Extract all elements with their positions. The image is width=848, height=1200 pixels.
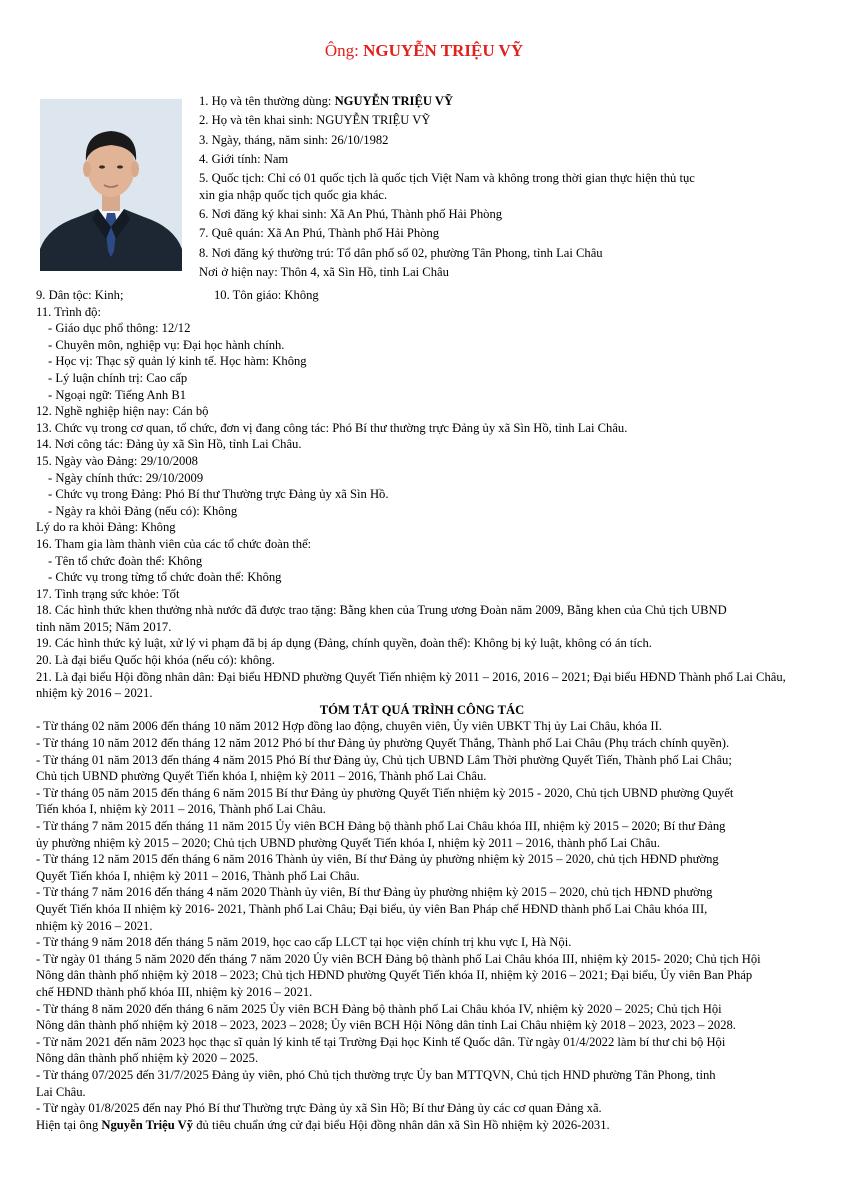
career-heading: TÓM TẮT QUÁ TRÌNH CÔNG TÁC bbox=[319, 702, 525, 717]
career-line: - Từ năm 2021 đến năm 2023 học thạc sĩ quản lý kinh tế tại Trường Đại học Kinh tế Quốc dân. Từ ngày 01/4/2022 làm bí thư chi bộ Hội bbox=[36, 1034, 726, 1049]
career-line: Quyết Tiến khóa I, nhiệm kỳ 2011 – 2016, Thành phố Lai Châu. bbox=[36, 868, 360, 883]
career-line: Nông dân thành phố nhiệm kỳ 2018 – 2023; Chủ tịch HĐND phường Quyết Tiến khóa II, nhiệm kỳ 2016 – 2021; Đại biểu, Ủy viên Ban Pháp bbox=[36, 968, 753, 983]
career-line: chế HĐND thành phố khóa III, nhiệm kỳ 2016 – 2021. bbox=[36, 984, 313, 999]
info-line-5b: xin gia nhập quốc tịch quốc gia khác. bbox=[199, 187, 388, 202]
detail-line-16b: - Chức vụ trong từng tổ chức đoàn thể: Không bbox=[48, 570, 282, 585]
info-line-8b: Nơi ở hiện nay: Thôn 4, xã Sìn Hồ, tỉnh Lai Châu bbox=[199, 264, 449, 279]
personal-info-block bbox=[199, 93, 759, 283]
nationality-line-a: 5. Quốc tịch: Chỉ có 01 quốc tịch là quốc tịch Việt Nam và không trong thời gian thực hiện thủ tục bbox=[199, 171, 695, 186]
career-line: Quyết Tiến khóa II nhiệm kỳ 2016- 2021, Thành phố Lai Châu; Đại biểu, ủy viên Ban Pháp chế HĐND thành phố Lai Châu khóa III, bbox=[36, 901, 708, 916]
career-line: Chủ tịch UBND phường Quyết Tiến khóa I, nhiệm kỳ 2011 – 2016, Thành phố Lai Châu. bbox=[36, 769, 487, 784]
detail-line-18a: 18. Các hình thức khen thưởng nhà nước đã được trao tặng: Bằng khen của Trung ương Đoàn năm 2009, Bằng khen của Chủ tịch UBND bbox=[36, 603, 727, 618]
detail-line-11e: - Ngoại ngữ: Tiếng Anh B1 bbox=[48, 387, 187, 402]
info-line-4: 4. Giới tính: Nam bbox=[199, 151, 289, 166]
common-name-label: 1. Họ và tên thường dùng: bbox=[199, 94, 335, 108]
religion: 10. Tôn giáo: Không bbox=[214, 288, 319, 302]
detail-line-15a: - Ngày chính thức: 29/10/2009 bbox=[48, 470, 204, 485]
title-prefix: Ông: bbox=[324, 41, 364, 60]
detail-line-15c: - Ngày ra khỏi Đảng (nếu có): Không bbox=[48, 503, 238, 518]
career-line: nhiệm kỳ 2016 – 2021. bbox=[36, 918, 153, 933]
info-line-5 bbox=[199, 170, 759, 187]
conclusion-name: Nguyễn Triệu Vỹ bbox=[101, 1117, 194, 1132]
page-title bbox=[0, 40, 848, 62]
career-line: - Từ tháng 07/2025 đến 31/7/2025 Đảng ủy viên, phó Chủ tịch thường trực Ủy ban MTTQVN, Chủ tịch HND phường Tân Phong, tỉnh bbox=[36, 1067, 716, 1082]
detail-line-20: 20. Là đại biểu Quốc hội khóa (nếu có): không. bbox=[36, 653, 275, 668]
career-line: - Từ tháng 7 năm 2016 đến tháng 4 năm 2020 Thành ủy viên, Bí thư Đảng ủy phường nhiệm kỳ 2015 – 2020, chủ tịch HĐND phường bbox=[36, 885, 713, 900]
career-line: Nông dân thành phố nhiệm kỳ 2018 – 2023, 2023 – 2028; Ủy viên BCH Hội Nông dân tỉnh Lai Châu nhiệm kỳ 2018 – 2023, 2023 – 2028. bbox=[36, 1018, 736, 1033]
career-line: - Từ ngày 01/8/2025 đến nay Phó Bí thư Thường trực Đảng ủy xã Sìn Hồ; Bí thư Đảng ủy các cơ quan Đảng xã. bbox=[36, 1101, 602, 1116]
detail-line-14: 14. Nơi công tác: Đảng ủy xã Sìn Hồ, tỉnh Lai Châu. bbox=[36, 437, 302, 452]
detail-line-17: 17. Tình trạng sức khỏe: Tốt bbox=[36, 586, 180, 601]
detail-line-19: 19. Các hình thức kỷ luật, xử lý vi phạm đã bị áp dụng (Đảng, chính quyền, đoàn thể): Không bị kỷ luật, không có án tích. bbox=[36, 636, 652, 651]
info-line-8: 8. Nơi đăng ký thường trú: Tổ dân phố số 02, phường Tân Phong, tỉnh Lai Châu bbox=[199, 245, 603, 260]
detail-line-15d: Lý do ra khỏi Đảng: Không bbox=[36, 520, 176, 535]
career-line: - Từ tháng 7 năm 2015 đến tháng 11 năm 2015 Ủy viên BCH Đảng bộ thành phố Lai Châu khóa III, nhiệm kỳ 2015 – 2020; Bí thư Đảng bbox=[36, 819, 726, 833]
career-line: - Từ tháng 05 năm 2015 đến tháng 6 năm 2015 Bí thư Đảng ủy phường Quyết Tiến nhiệm kỳ 2015 - 2020, Chủ tịch UBND phường Quyết bbox=[36, 785, 734, 800]
detail-line-15: 15. Ngày vào Đảng: 29/10/2008 bbox=[36, 453, 198, 468]
detail-line-11b: - Chuyên môn, nghiệp vụ: Đại học hành chính. bbox=[48, 337, 285, 352]
detail-line-16: 16. Tham gia làm thành viên của các tổ chức đoàn thể: bbox=[36, 536, 312, 551]
detail-line-12: 12. Nghề nghiệp hiện nay: Cán bộ bbox=[36, 404, 209, 419]
career-line: - Từ ngày 01 tháng 5 năm 2020 đến tháng 7 năm 2020 Ủy viên BCH Đảng bộ thành phố Lai Châu khóa III, nhiệm kỳ 2015- 2020; Chủ tịch Hội bbox=[36, 951, 761, 966]
career-line: - Từ tháng 9 năm 2018 đến tháng 5 năm 2019, học cao cấp LLCT tại học viện chính trị khu vực I, Hà Nội. bbox=[36, 935, 572, 950]
career-line: - Từ tháng 8 năm 2020 đến tháng 6 năm 2025 Ủy viên BCH Đảng bộ thành phố Lai Châu khóa IV, nhiệm kỳ 2020 – 2025; Chủ tịch Hội bbox=[36, 1001, 722, 1016]
details-block bbox=[36, 287, 808, 1133]
info-line-6: 6. Nơi đăng ký khai sinh: Xã An Phú, Thành phố Hải Phòng bbox=[199, 207, 503, 221]
detail-line-11c: - Học vị: Thạc sỹ quản lý kinh tế. Học hàm: Không bbox=[48, 354, 307, 369]
career-summary bbox=[36, 718, 808, 1116]
detail-line-16a: - Tên tổ chức đoàn thể: Không bbox=[48, 553, 203, 568]
conclusion-line bbox=[36, 1117, 808, 1134]
detail-line-18b: tỉnh năm 2015; Năm 2017. bbox=[36, 619, 172, 634]
info-line-1 bbox=[199, 93, 759, 110]
conclusion-post: đủ tiêu chuẩn ứng cử đại biểu Hội đồng nhân dân xã Sìn Hồ nhiệm kỳ 2026-2031. bbox=[193, 1117, 610, 1132]
ethnicity-religion-row bbox=[36, 287, 808, 304]
detail-line-21a: 21. Là đại biểu Hội đồng nhân dân: Đại biểu HĐND phường Quyết Tiến nhiệm kỳ 2011 – 2016, 2016 – 2021; Đại biểu HĐND Thành phố Lai Châu, bbox=[36, 669, 786, 684]
career-line: Lai Châu. bbox=[36, 1084, 86, 1099]
career-line: - Từ tháng 10 năm 2012 đến tháng 12 năm 2012 Phó bí thư Đảng ủy phường Quyết Thắng, Thành phố Lai Châu (Phụ trách chính quyền). bbox=[36, 736, 730, 751]
detail-line-15b: - Chức vụ trong Đảng: Phó Bí thư Thường trực Đảng ủy xã Sìn Hồ. bbox=[48, 487, 389, 502]
common-name-value: NGUYỄN TRIỆU VỸ bbox=[334, 94, 454, 108]
portrait-illustration bbox=[40, 99, 182, 271]
info-line-7: 7. Quê quán: Xã An Phú, Thành phố Hải Phòng bbox=[199, 226, 440, 241]
info-line-3: 3. Ngày, tháng, năm sinh: 26/10/1982 bbox=[199, 132, 389, 147]
ethnicity: 9. Dân tộc: Kinh; bbox=[36, 288, 124, 302]
conclusion-pre: Hiện tại ông bbox=[36, 1117, 102, 1132]
detail-line-11: 11. Trình độ: bbox=[36, 304, 101, 319]
detail-line-13: 13. Chức vụ trong cơ quan, tổ chức, đơn vị đang công tác: Phó Bí thư thường trực Đảng ủy xã Sìn Hồ, tỉnh Lai Châu. bbox=[36, 420, 628, 435]
detail-line-11a: - Giáo dục phổ thông: 12/12 bbox=[48, 321, 191, 336]
info-line-2: 2. Họ và tên khai sinh: NGUYỄN TRIỆU VỸ bbox=[199, 113, 431, 128]
career-line: - Từ tháng 12 năm 2015 đến tháng 6 năm 2016 Thành ủy viên, Bí thư Đảng ủy phường nhiệm kỳ 2015 – 2020, chủ tịch HĐND phường bbox=[36, 852, 719, 867]
career-line: ủy phường nhiệm kỳ 2015 – 2020; Chủ tịch UBND phường Quyết Tiến khóa I, nhiệm kỳ 2011 – 2016, thành phố Lai Châu. bbox=[36, 835, 660, 850]
candidate-name: NGUYỄN TRIỆU VỸ bbox=[363, 41, 524, 60]
career-line: - Từ tháng 01 năm 2013 đến tháng 4 năm 2015 Phó Bí thư Đảng ủy, Chủ tịch UBND Lâm Thời phường Quyết Tiến, Thành phố Lai Châu; bbox=[36, 752, 732, 767]
career-line: Nông dân thành phố nhiệm kỳ 2020 – 2025. bbox=[36, 1051, 259, 1066]
career-line: - Từ tháng 02 năm 2006 đến tháng 10 năm 2012 Hợp đồng lao động, chuyên viên, Ủy viên UBKT Thị ủy Lai Châu, khóa II. bbox=[36, 719, 662, 734]
detail-line-11d: - Lý luận chính trị: Cao cấp bbox=[48, 370, 188, 385]
candidate-photo bbox=[40, 99, 182, 271]
career-line: Tiến khóa I, nhiệm kỳ 2011 – 2016, Thành phố Lai Châu. bbox=[36, 802, 326, 817]
detail-line-21b: nhiệm kỳ 2016 – 2021. bbox=[36, 686, 153, 701]
